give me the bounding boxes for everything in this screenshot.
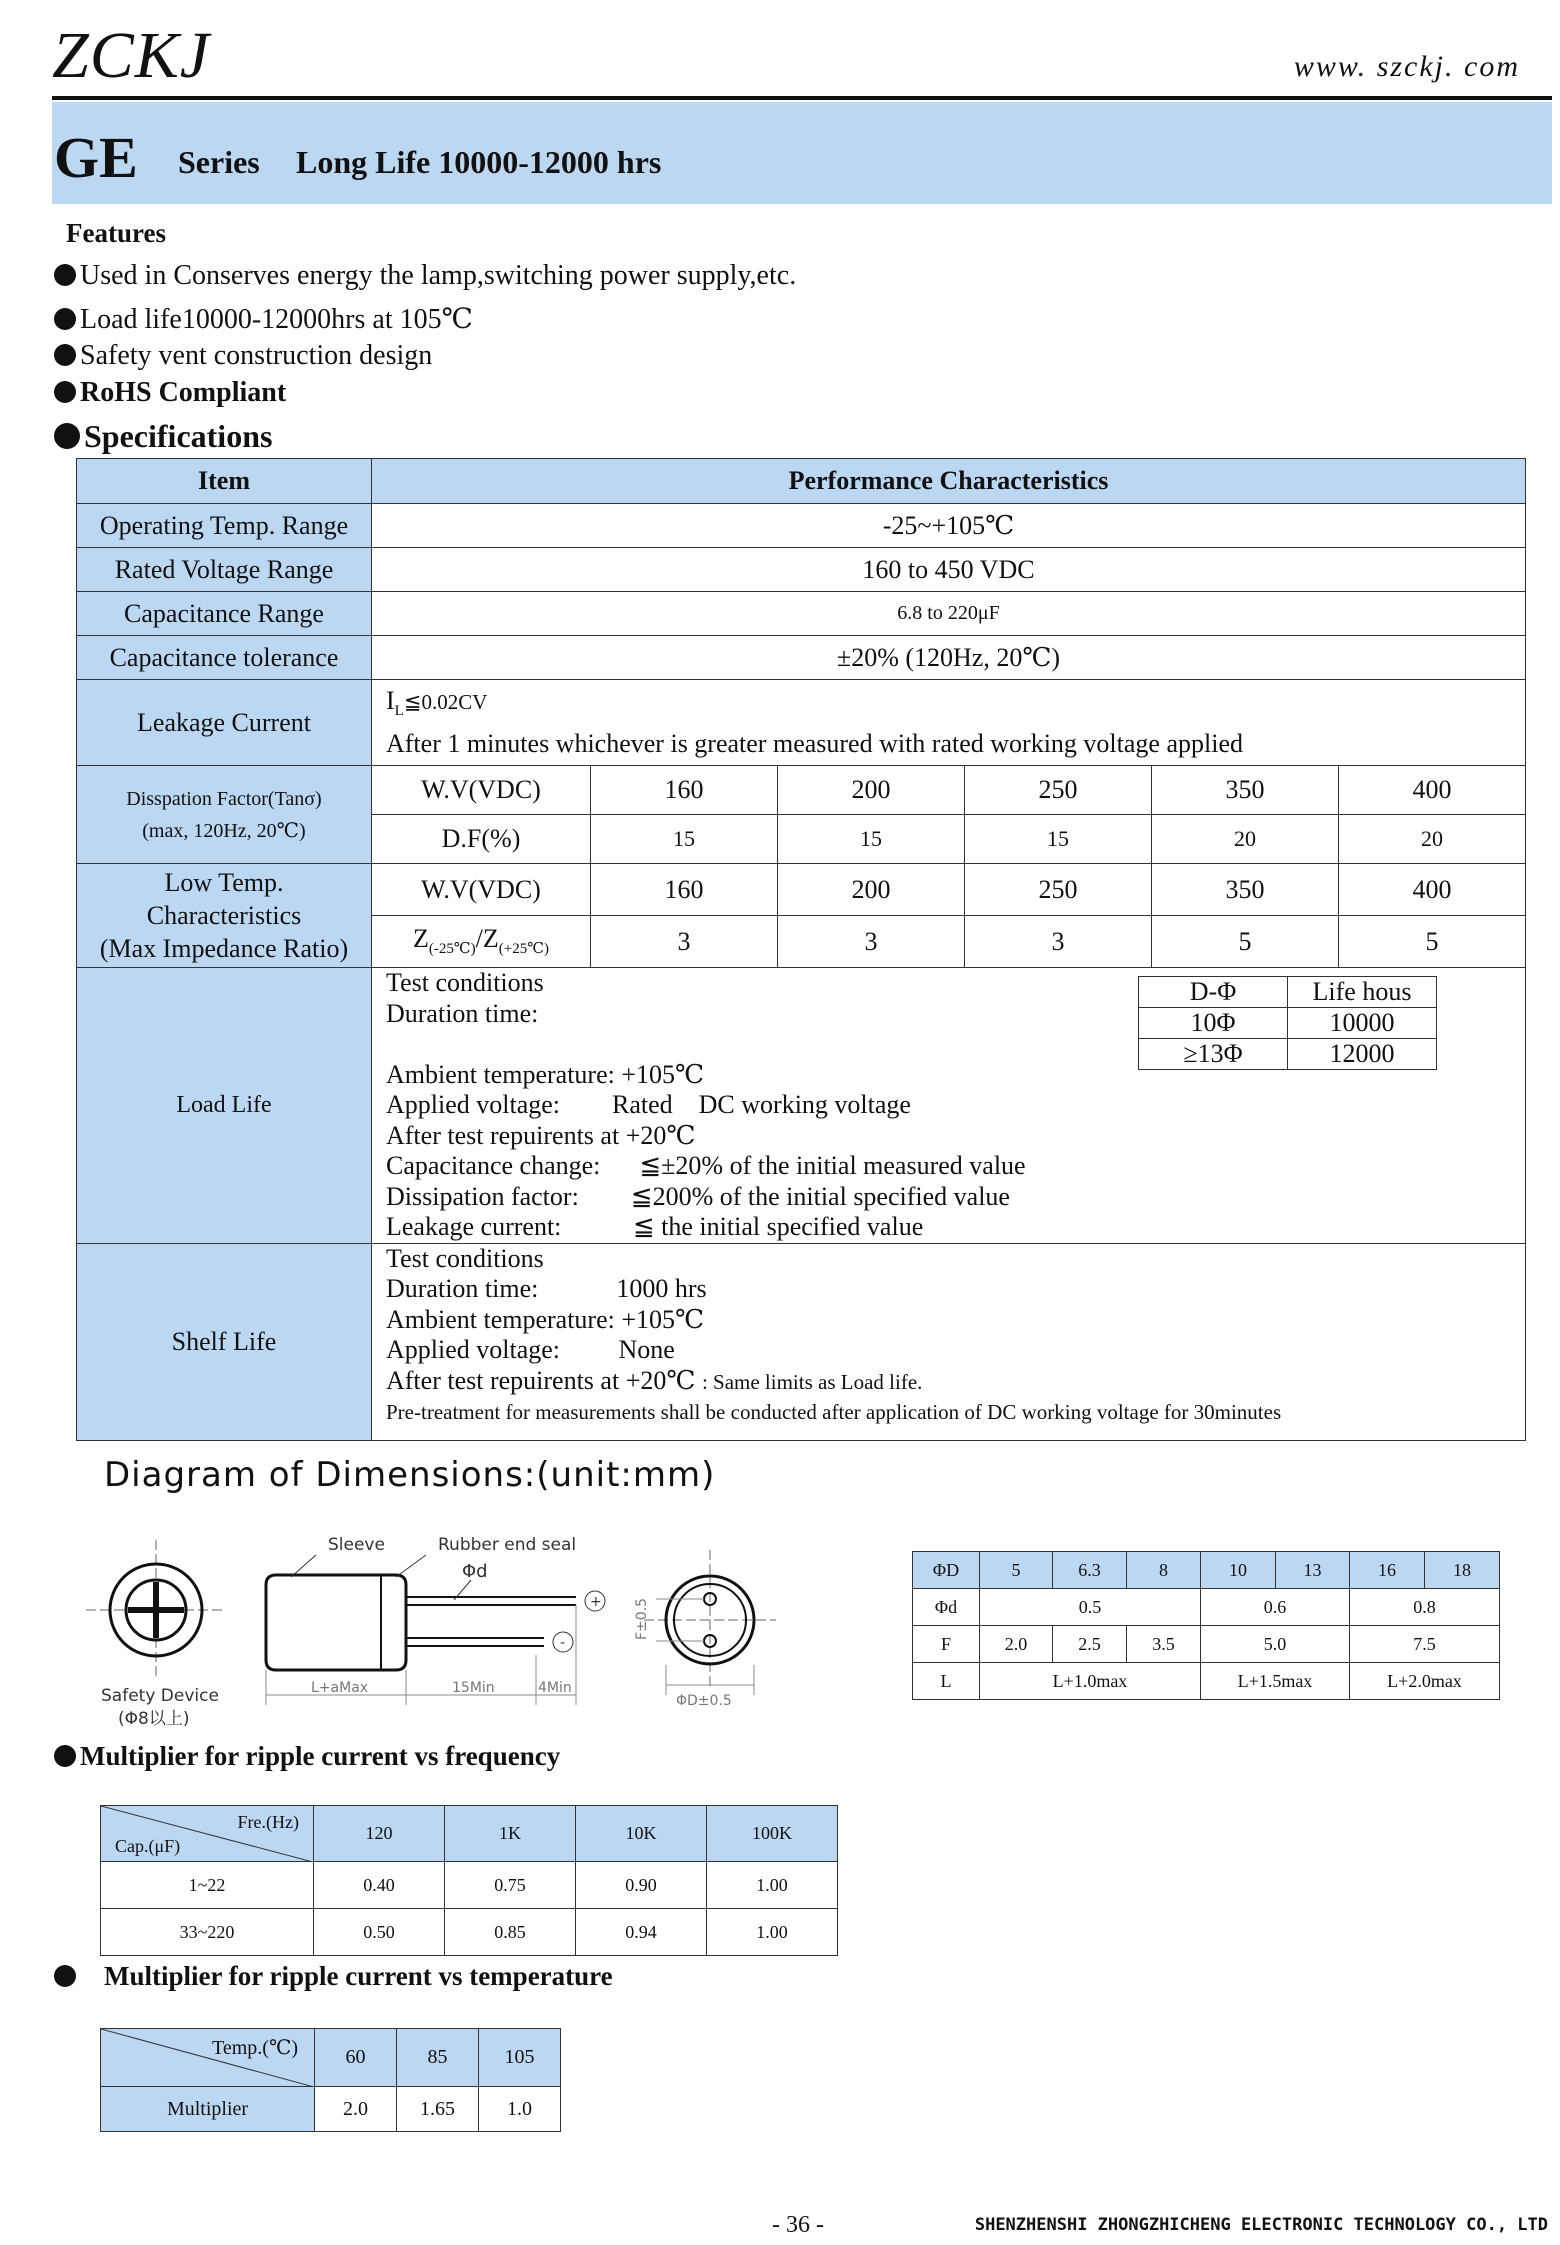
company-name: SHENZHENSHI ZHONGZHICHENG ELECTRONIC TECHNOLOGY CO., LTD (974, 2215, 1548, 2235)
dim-cell: 18 (1425, 1552, 1500, 1589)
dim-cell: 8 (1127, 1552, 1201, 1589)
ripple-freq-corner: Fre.(Hz) Cap.(μF) (101, 1806, 314, 1862)
feature-item: Safety vent construction design (54, 340, 432, 372)
dim-cell: 16 (1350, 1552, 1425, 1589)
temp-header: 105 (479, 2029, 561, 2087)
dim-cell: L+1.0max (980, 1663, 1201, 1700)
ripple-cell: 0.75 (445, 1862, 576, 1909)
multiplier-label: Multiplier (101, 2087, 315, 2132)
lt-wv-cell: 160 (591, 864, 778, 916)
df-wv-cell: 350 (1151, 766, 1338, 815)
tolerance-label: Capacitance tolerance (77, 636, 372, 680)
website-url[interactable]: www. szckj. com (1293, 50, 1520, 83)
life-col-hours: Life hous (1288, 977, 1437, 1008)
feature-item: Load life10000-12000hrs at 105℃ (54, 302, 473, 336)
op-temp-label: Operating Temp. Range (77, 504, 372, 548)
header-rule (52, 96, 1552, 100)
ripple-freq-heading: Multiplier for ripple current vs frequency (54, 1741, 560, 1772)
capacitance-value: 6.8 to 220μF (372, 592, 1526, 636)
lt-value-cell: 3 (591, 916, 778, 968)
ripple-cell: 1.00 (707, 1909, 838, 1956)
series-code: GE (54, 125, 138, 190)
dim-cell: 0.5 (980, 1589, 1201, 1626)
multiplier-cell: 2.0 (315, 2087, 397, 2132)
lt-wv-cell: 400 (1338, 864, 1525, 916)
series-life: Long Life 10000-12000 hrs (296, 144, 662, 180)
ripple-cell: 0.50 (314, 1909, 445, 1956)
bullet-icon (54, 423, 80, 449)
dim-cell: 10 (1201, 1552, 1276, 1589)
df-value-cell: 15 (777, 815, 964, 864)
df-label: Disspation Factor(Tanσ) (max, 120Hz, 20℃) (77, 766, 372, 864)
ripple-freq-table (100, 1805, 838, 1956)
dim-label: F (913, 1626, 980, 1663)
dim-label: L (913, 1663, 980, 1700)
df-wv-label: W.V(VDC) (372, 766, 591, 815)
shelf-life-label: Shelf Life (77, 1243, 372, 1440)
df-wv-cell: 160 (591, 766, 778, 815)
df-wv-cell: 250 (964, 766, 1151, 815)
bullet-icon (54, 381, 76, 403)
features-heading: Features (66, 218, 166, 248)
feature-item: RoHS Compliant (54, 377, 286, 409)
freq-header: 100K (707, 1806, 838, 1862)
sleeve-label: Sleeve (328, 1535, 385, 1555)
df-value-cell: 15 (964, 815, 1151, 864)
minus-label: - (560, 1635, 566, 1651)
rubber-seal-label: Rubber end seal (438, 1535, 577, 1555)
life-cell: 10Φ (1139, 1008, 1288, 1039)
bullet-icon (54, 1745, 76, 1767)
dim-cell: 5 (980, 1552, 1053, 1589)
cap-cell: 33~220 (101, 1909, 314, 1956)
freq-header: 120 (314, 1806, 445, 1862)
specifications-heading: Specifications (54, 418, 272, 455)
lt-wv-cell: 250 (964, 864, 1151, 916)
df-value-cell: 15 (591, 815, 778, 864)
dim-cell: L+1.5max (1201, 1663, 1350, 1700)
bullet-icon (54, 308, 76, 330)
low-temp-label: Low Temp. Characteristics (Max Impedance Ratio) (77, 864, 372, 968)
life-col-d: D-Φ (1139, 977, 1288, 1008)
bullet-icon (54, 344, 76, 366)
lt-value-cell: 3 (777, 916, 964, 968)
lead-diameter-label: Φd (462, 1561, 488, 1582)
lead-4min-label: 4Min (538, 1680, 572, 1696)
ripple-temp-corner: Temp.(℃) (101, 2029, 315, 2087)
rated-voltage-label: Rated Voltage Range (77, 548, 372, 592)
multiplier-cell: 1.65 (397, 2087, 479, 2132)
temp-header: 60 (315, 2029, 397, 2087)
dim-cell: 13 (1276, 1552, 1350, 1589)
op-temp-value: -25~+105℃ (372, 504, 1526, 548)
ripple-temp-heading: Multiplier for ripple current vs temperature (54, 1961, 613, 1992)
rated-voltage-value: 160 to 450 VDC (372, 548, 1526, 592)
lt-wv-cell: 350 (1151, 864, 1338, 916)
dim-cell: 5.0 (1201, 1626, 1350, 1663)
shelf-life-value: Test conditions Duration time: 1000 hrs Ambient temperature: +105℃ Applied voltage: None After test repuirents at +20℃ : Same limits as Load life. Pre-treatment for measurements shall be conducted after application of DC working voltage for 30minutes (372, 1243, 1526, 1440)
lt-wv-cell: 200 (777, 864, 964, 916)
lead-min-label: 15Min (452, 1680, 495, 1696)
dim-cell: 6.3 (1053, 1552, 1127, 1589)
df-wv-cell: 400 (1338, 766, 1525, 815)
feature-item: Used in Conserves energy the lamp,switching power supply,etc. (54, 260, 796, 292)
dim-cell: 7.5 (1350, 1626, 1500, 1663)
col-item-header: Item (77, 459, 372, 504)
multiplier-cell: 1.0 (479, 2087, 561, 2132)
life-cell: ≥13Φ (1139, 1039, 1288, 1070)
bullet-icon (54, 264, 76, 286)
dim-cell: 3.5 (1127, 1626, 1201, 1663)
lt-wv-label: W.V(VDC) (372, 864, 591, 916)
bullet-icon (54, 1965, 76, 1987)
lt-value-cell: 3 (964, 916, 1151, 968)
dimension-table (912, 1551, 1500, 1700)
lt-value-cell: 5 (1151, 916, 1338, 968)
temp-header: 85 (397, 2029, 479, 2087)
dim-label: ΦD (913, 1552, 980, 1589)
df-df-label: D.F(%) (372, 815, 591, 864)
safety-device-label: Safety Device (101, 1686, 219, 1706)
safety-device-icon (86, 1540, 226, 1680)
load-life-value: Test conditions Duration time: Ambient temperature: +105℃ Applied voltage: Rated DC working voltage After test repuirents at +20℃ Capacitance change: ≦±20% of the initial measured value Dissipation factor: ≦200% of the initial specified value Leakage current: ≦ the initial specified value D-Φ Life hous 10Φ 10000 ≥13Φ 12000 (372, 968, 1526, 1244)
lt-value-cell: 5 (1338, 916, 1525, 968)
plus-label: + (590, 1594, 602, 1610)
capacitor-bottom-view-icon (644, 1550, 776, 1695)
dimension-drawing (76, 1505, 816, 1775)
dim-cell: 0.8 (1350, 1589, 1500, 1626)
dim-label: Φd (913, 1589, 980, 1626)
life-cell: 12000 (1288, 1039, 1437, 1070)
df-wv-cell: 200 (777, 766, 964, 815)
load-life-label: Load Life (77, 968, 372, 1244)
df-value-cell: 20 (1151, 815, 1338, 864)
life-cell: 10000 (1288, 1008, 1437, 1039)
tolerance-value: ±20% (120Hz, 20℃) (372, 636, 1526, 680)
diagram-heading: Diagram of Dimensions:(unit:mm) (104, 1455, 716, 1495)
ripple-cell: 0.94 (576, 1909, 707, 1956)
company-logo: ZCKJ (52, 19, 211, 92)
capacitance-label: Capacitance Range (77, 592, 372, 636)
cap-cell: 1~22 (101, 1862, 314, 1909)
col-perf-header: Performance Characteristics (372, 459, 1526, 504)
safety-device-size: (Φ8以上) (118, 1709, 190, 1729)
ripple-temp-table (100, 2028, 561, 2132)
dim-cell: L+2.0max (1350, 1663, 1500, 1700)
freq-header: 10K (576, 1806, 707, 1862)
dim-cell: 0.6 (1201, 1589, 1350, 1626)
specifications-table (76, 458, 1526, 1441)
body-diameter-label: ΦD±0.5 (676, 1693, 732, 1709)
dim-cell: 2.0 (980, 1626, 1053, 1663)
dim-cell: 2.5 (1053, 1626, 1127, 1663)
life-hours-table (1138, 976, 1437, 1070)
series-banner (52, 102, 1552, 204)
lt-ratio-label: $Z_{(-25℃)}/Z_{(+25℃)}$ (372, 916, 591, 968)
page-number: - 36 - (772, 2212, 824, 2238)
leakage-label: Leakage Current (77, 680, 372, 766)
ripple-cell: 0.85 (445, 1909, 576, 1956)
leakage-value: $I_L≦0.02CV$ After 1 minutes whichever is greater measured with rated working voltage applied (372, 680, 1526, 766)
ripple-cell: 0.90 (576, 1862, 707, 1909)
series-word: Series (178, 144, 260, 180)
freq-header: 1K (445, 1806, 576, 1862)
ripple-cell: 0.40 (314, 1862, 445, 1909)
length-label: L+aMax (311, 1680, 369, 1696)
ripple-cell: 1.00 (707, 1862, 838, 1909)
pitch-label: F±0.5 (634, 1597, 650, 1640)
df-value-cell: 20 (1338, 815, 1525, 864)
